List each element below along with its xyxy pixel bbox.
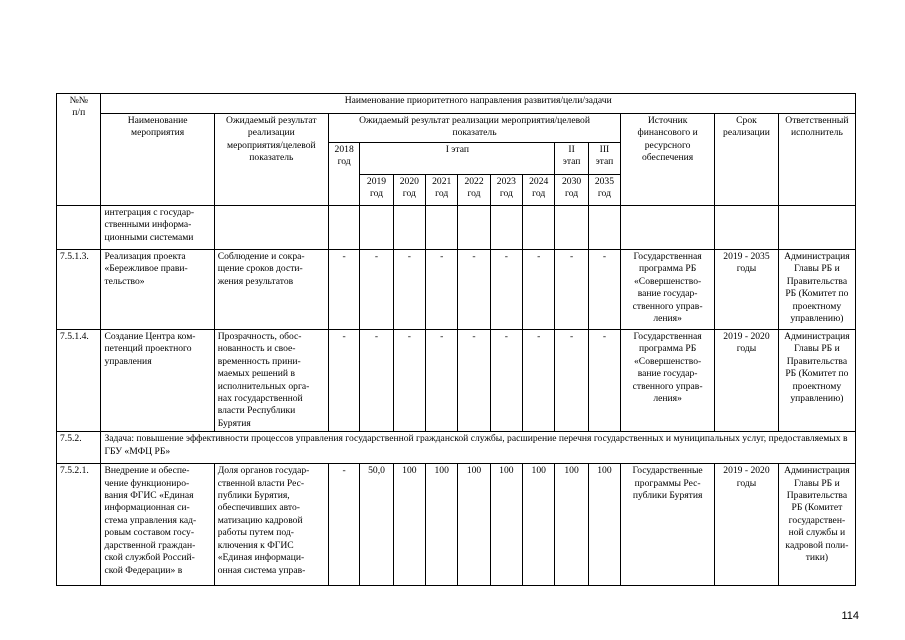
row-value: - bbox=[426, 250, 458, 330]
row-value: - bbox=[328, 250, 359, 330]
header-year: 2022 год bbox=[458, 175, 490, 206]
row-num: 7.5.1.4. bbox=[57, 330, 101, 432]
header-year-2018: 2018 год bbox=[328, 143, 359, 206]
header-year: 2030 год bbox=[555, 175, 588, 206]
row-result: Доля органов государ- ственной власти Рес- публики Бурятия, обеспечивших авто- матизацию кадровой работы путем под- ключения к ФГИС «Единая информаци- онная система управ- bbox=[214, 464, 328, 586]
table-row bbox=[57, 464, 856, 586]
row-value bbox=[523, 206, 555, 250]
task-num: 7.5.2. bbox=[57, 432, 101, 464]
row-value: 100 bbox=[458, 464, 490, 586]
header-num: №№ п/п bbox=[57, 94, 101, 206]
row-value: 100 bbox=[490, 464, 522, 586]
row-value: - bbox=[523, 330, 555, 432]
header-priority-title: Наименование приоритетного направления развития/цели/задачи bbox=[101, 94, 856, 114]
row-result: Прозрачность, обос- нованность и свое- временность прини- маемых решений в исполнительных орга- нах государственной власти Республики Бурятия bbox=[214, 330, 328, 432]
row-value bbox=[555, 206, 588, 250]
header-year: 2021 год bbox=[426, 175, 458, 206]
header-term: Срок реализации bbox=[715, 114, 779, 206]
row-term: 2019 - 2020 годы bbox=[715, 330, 779, 432]
row-value: - bbox=[555, 250, 588, 330]
table-row bbox=[57, 250, 856, 330]
header-event-name: Наименование мероприятия bbox=[101, 114, 214, 206]
table-row bbox=[57, 330, 856, 432]
row-source: Государственная программа РБ «Совершенство- вание государ- ственного управ- ления» bbox=[621, 330, 715, 432]
task-text: Задача: повышение эффективности процессов управления государственной гражданской службы, расширение перечня государственных и муниципальных услуг, предоставляемых в ГБУ «МФЦ РБ» bbox=[101, 432, 856, 464]
row-value: - bbox=[458, 330, 490, 432]
task-row bbox=[57, 432, 856, 464]
header-stage-3: III этап bbox=[588, 143, 620, 175]
table-row bbox=[57, 206, 856, 250]
row-result: Соблюдение и сокра- щение сроков дости- жения результатов bbox=[214, 250, 328, 330]
row-value: 100 bbox=[555, 464, 588, 586]
row-term: 2019 - 2035 годы bbox=[715, 250, 779, 330]
row-source: Государственная программа РБ «Совершенство- вание государ- ственного управ- ления» bbox=[621, 250, 715, 330]
row-num bbox=[57, 206, 101, 250]
program-events-table bbox=[56, 93, 856, 586]
row-value bbox=[458, 206, 490, 250]
row-value: 50,0 bbox=[360, 464, 393, 586]
row-value: - bbox=[490, 250, 522, 330]
row-value: - bbox=[458, 250, 490, 330]
row-value: - bbox=[555, 330, 588, 432]
row-value: - bbox=[360, 250, 393, 330]
row-value bbox=[393, 206, 425, 250]
row-event-name: Создание Центра ком- петенций проектного управления bbox=[101, 330, 214, 432]
row-value: - bbox=[360, 330, 393, 432]
row-responsible: Администрация Главы РБ и Правительства РБ (Комитет по проектному управлению) bbox=[778, 330, 855, 432]
header-responsible: Ответственный исполнитель bbox=[778, 114, 855, 206]
header-year: 2019 год bbox=[360, 175, 393, 206]
row-value: - bbox=[588, 250, 620, 330]
row-result bbox=[214, 206, 328, 250]
row-value bbox=[588, 206, 620, 250]
row-value: - bbox=[523, 250, 555, 330]
row-value: 100 bbox=[588, 464, 620, 586]
header-stage-1: I этап bbox=[360, 143, 555, 175]
page-number: 114 bbox=[841, 610, 859, 622]
row-value: - bbox=[490, 330, 522, 432]
row-value bbox=[328, 206, 359, 250]
row-value: 100 bbox=[426, 464, 458, 586]
header-year: 2023 год bbox=[490, 175, 522, 206]
header-source: Источник финансового и ресурсного обеспечения bbox=[621, 114, 715, 206]
row-value: - bbox=[393, 330, 425, 432]
row-value: 100 bbox=[393, 464, 425, 586]
row-event-name: Реализация проекта «Бережливое прави- тельство» bbox=[101, 250, 214, 330]
header-year: 2024 год bbox=[523, 175, 555, 206]
row-source bbox=[621, 206, 715, 250]
row-value: 100 bbox=[523, 464, 555, 586]
row-value: - bbox=[426, 330, 458, 432]
row-num: 7.5.2.1. bbox=[57, 464, 101, 586]
header-year: 2020 год bbox=[393, 175, 425, 206]
row-value bbox=[360, 206, 393, 250]
row-num: 7.5.1.3. bbox=[57, 250, 101, 330]
header-expected-values: Ожидаемый результат реализации мероприятия/целевой показатель bbox=[328, 114, 620, 143]
row-event-name: Внедрение и обеспе- чение функциониро- вания ФГИС «Единая информационная си- стема управления кад- ровым составом госу- дарственной граждан- ской службой Россий- ской Федерации» в bbox=[101, 464, 214, 586]
row-value: - bbox=[328, 464, 359, 586]
row-event-name: интеграция с государ- ственными информа- ционными системами bbox=[101, 206, 214, 250]
header-stage-2: II этап bbox=[555, 143, 588, 175]
row-value bbox=[426, 206, 458, 250]
row-responsible bbox=[778, 206, 855, 250]
row-term bbox=[715, 206, 779, 250]
row-value bbox=[490, 206, 522, 250]
header-expected-result: Ожидаемый результат реализации мероприятия/целевой показатель bbox=[214, 114, 328, 206]
row-value: - bbox=[393, 250, 425, 330]
row-term: 2019 - 2020 годы bbox=[715, 464, 779, 586]
row-value: - bbox=[328, 330, 359, 432]
header-year: 2035 год bbox=[588, 175, 620, 206]
row-responsible: Администрация Главы РБ и Правительства РБ (Комитет государствен- ной службы и кадровой поли- тики) bbox=[778, 464, 855, 586]
row-value: - bbox=[588, 330, 620, 432]
row-responsible: Администрация Главы РБ и Правительства РБ (Комитет по проектному управлению) bbox=[778, 250, 855, 330]
row-source: Государственные программы Рес- публики Бурятия bbox=[621, 464, 715, 586]
